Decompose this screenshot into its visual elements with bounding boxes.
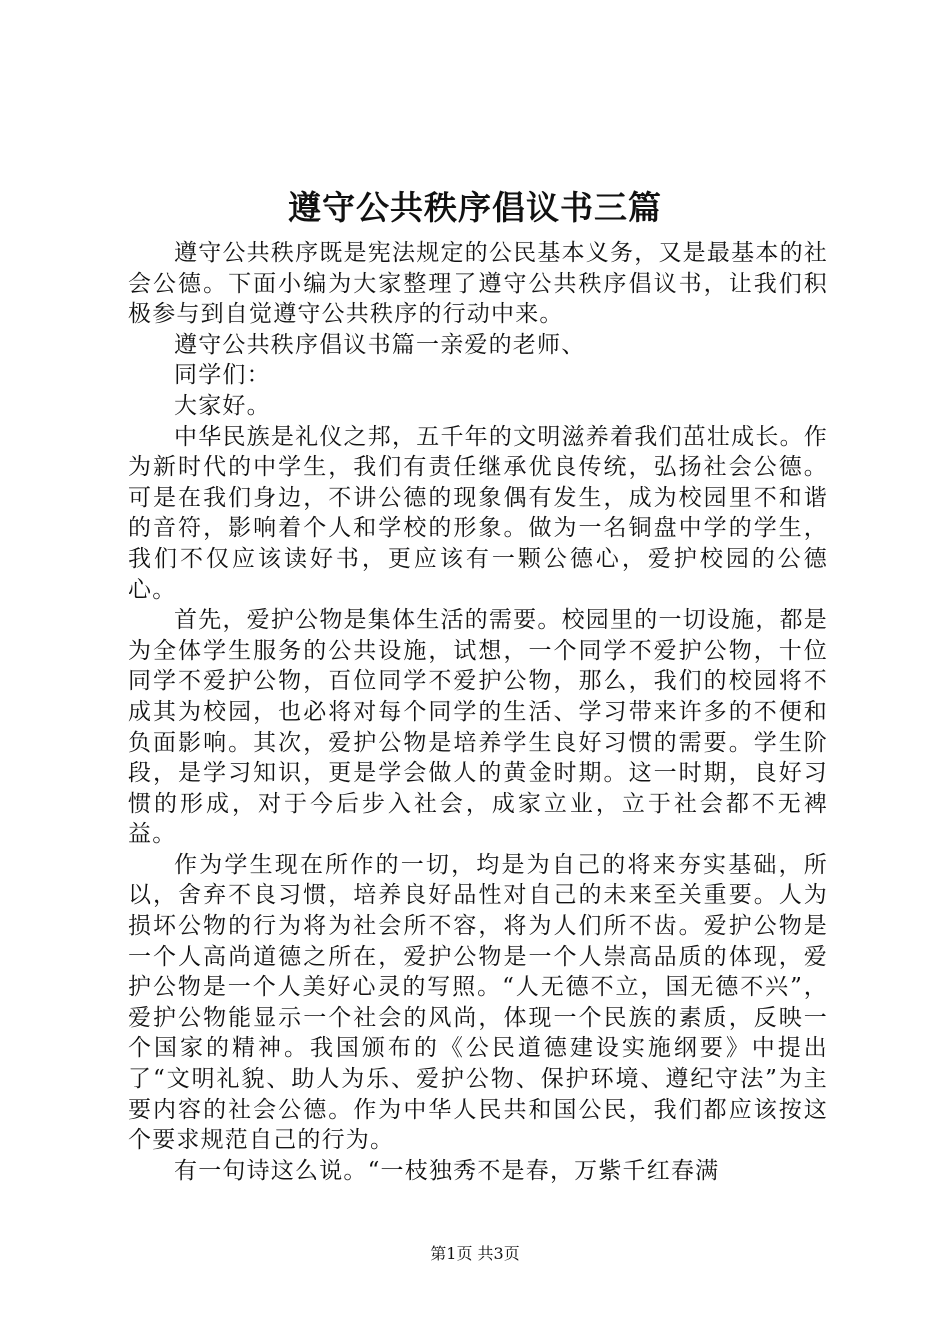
paragraph: 遵守公共秩序倡议书篇一亲爱的老师、 xyxy=(174,331,586,358)
document-title: 遵守公共秩序倡议书三篇 xyxy=(288,188,662,227)
paragraph: 作为学生现在所作的一切，均是为自己的将来夯实基础，所以，舍弃不良习惯，培养良好品性对自己的未来至关重要。人为损坏公物的行为将为社会所不容，将为人们所不齿。爱护公物是一个人高尚道德之所在，爱护公物是一个人崇高品质的体现，爱护公物是一个人美好心灵的写照。“人无德不立，国无德不兴”，爱护公物能显示一个社会的风尚，体现一个民族的素质，反映一个国家的精神。我国颁布的《公民道德建设实施纲要》中提出了“文明礼貌、助人为乐、爱护公物、保护环境、遵纪守法”为主要内容的社会公德。作为中华人民共和国公民，我们都应该按这个要求规范自己的行为。 xyxy=(128,851,828,1154)
paragraph: 首先，爱护公物是集体生活的需要。校园里的一切设施，都是为全体学生服务的公共设施，试想，一个同学不爱护公物，十位同学不爱护公物，百位同学不爱护公物，那么，我们的校园将不成其为校园，也必将对每个同学的生活、学习带来许多的不便和负面影响。其次，爱护公物是培养学生良好习惯的需要。学生阶段，是学习知识，更是学会做人的黄金时期。这一时期，良好习惯的形成，对于今后步入社会，成家立业，立于社会都不无裨益。 xyxy=(128,607,828,848)
paragraph: 中华民族是礼仪之邦，五千年的文明滋养着我们茁壮成长。作为新时代的中学生，我们有责任继承优良传统，弘扬社会公德。可是在我们身边，不讲公德的现象偶有发生，成为校园里不和谐的音符，影响着个人和学校的形象。做为一名铜盘中学的学生，我们不仅应该读好书，更应该有一颗公德心，爱护校园的公德心。 xyxy=(128,423,828,603)
document-body xyxy=(128,238,828,1186)
paragraph: 遵守公共秩序既是宪法规定的公民基本义务，又是最基本的社会公德。下面小编为大家整理了遵守公共秩序倡议书，让我们积极参与到自觉遵守公共秩序的行动中来。 xyxy=(128,240,828,328)
paragraph: 同学们： xyxy=(174,362,271,389)
paragraph: 大家好。 xyxy=(174,392,271,419)
paragraph: 有一句诗这么说。“一枝独秀不是春，万紫千红春满 xyxy=(174,1157,720,1184)
page-footer: 第1页 共3页 xyxy=(430,1244,520,1263)
